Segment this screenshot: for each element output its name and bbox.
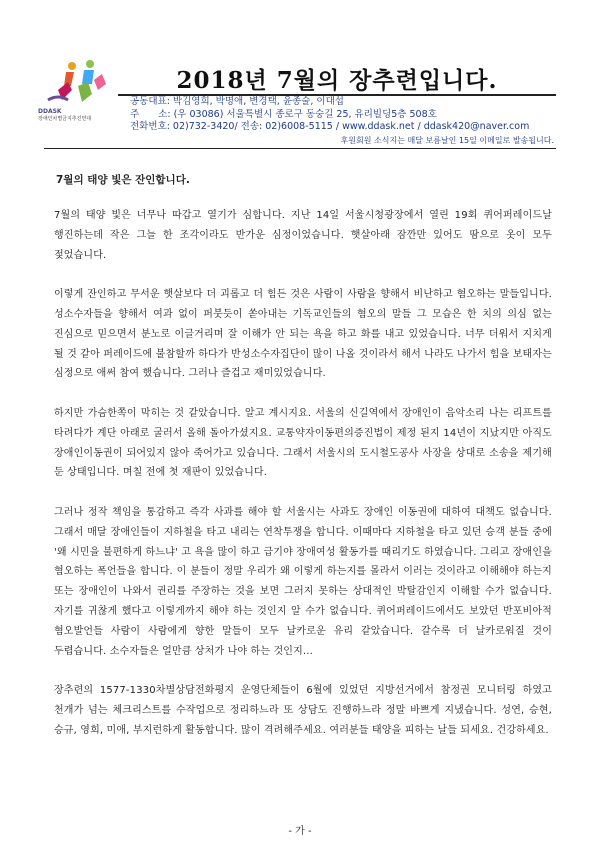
article-paragraph: 그러나 정작 책임을 통감하고 즉각 사과를 해야 할 서울시는 사과도 장애인 이동권에 대하여 대책도 없습니다. 그래서 매달 장애인들이 지하철을 타고 내리는 연착투쟁을 합니다. 이때마다 지하철을 타고 있던 승객 분들 중에 '왜 시민을 불편하게 하느냐' 고 욕을 많이 하고 급기야 장애여성 활동가를 때리기도 하였습니다. 그리고 장애인을 혐오하는 폭언들을 합니다. 이 분들이 정말 우리가 왜 이렇게 하는지를 몰라서 이러는 것이라고 이해해야 하는지 또는 장애인이 나와서 권리를 주장하는 것을 보면 그러지 못하는 상대적인 박탈감인지 이해할 수가 없습니다. 자기를 귀찮게 했다고 이렇게까지 해야 하는 것인지 알 수가 없습니다. 퀴어퍼레이드에서도 보았던 반포비아적 혐오발언들 사람이 사람에게 향한 말들이 모두 날카로운 유리 같았습니다. 갈수록 더 날카로워질 것이 두렵습니다. 소수자들은 얼만큼 상처가 나야 하는 것인지...: [54, 506, 552, 657]
article-paragraph: 7월의 태양 빛은 너무나 따갑고 열기가 심합니다. 지난 14일 서울시청광장에서 열린 19회 퀴어퍼레이드날 행진하는데 작은 그늘 한 조각이라도 반가운 심정이었습니다. 햇살아래 잠깐만 있어도 땀으로 옷이 모두 젖었습니다.: [54, 210, 552, 261]
info-address: 주 소: (우 03086) 서울특별시 종로구 동숭길 25, 유리빌딩5층 508호: [130, 108, 437, 120]
info-contact: 전화번호: 02)732-3420/ 전송: 02)6008-5115 / www.ddask.net / ddask420@naver.com: [130, 121, 530, 132]
logo-brand: DDASK: [38, 108, 62, 115]
article-paragraph: 장추련의 1577-1330차별상담전화평지 운영단체들이 6월에 있었던 지방선거에서 참정권 모니터링 하였고 천개가 넘는 체크리스트를 수작업으로 정리하느라 또 상담도 진행하느라 정말 바쁘게 지냈습니다. 성연, 승현, 승규, 영희, 미애, 부지런하게 활동합니다. 많이 격려해주세요. 여러분들 태양을 피하는 날들 되세요. 건강하세요.: [54, 685, 552, 736]
newsletter-title: 2018년 7월의 장추련입니다.: [176, 67, 498, 94]
header-divider: [44, 148, 556, 149]
logo-org-name: 장애인차별금지추진연대: [38, 116, 92, 122]
page-number: - 가 -: [288, 826, 312, 837]
article-paragraph: 하지만 가슴한쪽이 막히는 것 같았습니다. 알고 계시지요. 서울의 신길역에서 장애인이 음악소리 나는 리프트를 타려다가 계단 아래로 굴러서 올해 돌아가셨지요. 교통약자이동편의증진법이 제정 된지 14년이 지났지만 아직도 장애인이동권이 되어있지 않아 죽어가고 있습니다. 그래서 서울시의 도시철도공사 사장을 상대로 소송을 제기해 둔 상태입니다. 며칠 전에 첫 재판이 있었습니다.: [54, 407, 552, 479]
info-representatives: 공동대표: 박김영희, 박명애, 변경택, 윤종술, 이대섭: [130, 96, 344, 107]
mailing-notice: 후원회원 소식지는 매달 보름날인 15일 이메일로 발송됩니다.: [340, 136, 554, 145]
organization-info: [130, 96, 529, 134]
article-heading: 7월의 태양 빛은 잔인합니다.: [56, 174, 190, 186]
organization-logo: [38, 60, 122, 122]
article-paragraph: 이렇게 잔인하고 무서운 햇살보다 더 괴롭고 더 힘든 것은 사람이 사람을 향해서 비난하고 혐오하는 말들입니다. 성소수자들을 향해서 여과 없이 퍼붓듯이 쏟아내는 기독교인들의 혐오의 말들 그 모습은 한 치의 의심 없는 진심으로 믿으면서 분노로 이글거리며 잘 이해가 안 되는 욕을 하고 화를 내고 있었습니다. 너무 더워서 지치게 될 것 같아 퍼레이드에 불참할까 하다가 반성소수자집단이 많이 나올 것이라서 해서 나라도 나가서 힘을 보태자는 심정으로 애써 참여 했습니다. 그러나 즐겁고 재미있었습니다.: [54, 289, 552, 380]
logo-figures-icon: [38, 60, 122, 108]
article-body: [54, 172, 552, 760]
